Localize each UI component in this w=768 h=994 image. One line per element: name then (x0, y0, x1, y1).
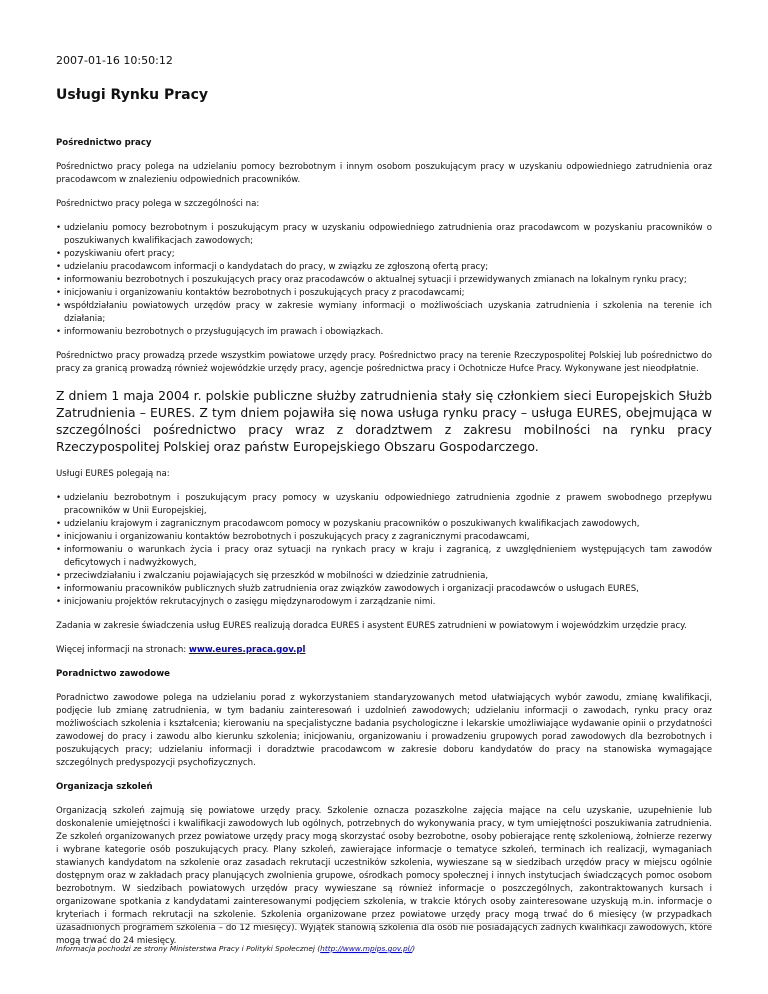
eures-announcement: Z dniem 1 maja 2004 r. polskie publiczne służby zatrudnienia stały się członkiem sieci Europejskich Służb Zatrudnienia – EURES. Z tym dniem pojawiła się nowa usługa rynku pracy – usługa EURES, obejmująca w szczególności pośrednictwo pracy wraz z doradztwem z zakresu mobilności na rynku pracy Rzeczypospolitej Polskiej oraz państw Europejskiego Obszaru Gospodarczego. (56, 388, 712, 454)
paragraph: Zadania w zakresie świadczenia usług EURES realizują doradca EURES i asystent EURES zatrudnieni w powiatowym i wojewódzkim urzędzie pracy. (56, 621, 687, 631)
eures-list (56, 492, 712, 609)
list-item: • przeciwdziałaniu i zwalczaniu pojawiających się przeszkód w mobilności w dziedzinie zatrudnienia, (64, 570, 712, 583)
paragraph: Pośrednictwo pracy polega na udzielaniu pomocy bezrobotnym i innym osobom poszukującym pracy w uzyskaniu odpowiedniego zatrudnienia oraz pracodawcom w znalezieniu odpowiednich pracowników. (56, 162, 712, 185)
list-item: • współdziałaniu powiatowych urzędów pracy w zakresie wymiany informacji o możliwościach uzyskania zatrudnienia i szkolenia na terenie ich działania; (64, 300, 712, 326)
paragraph: Pośrednictwo pracy prowadzą przede wszystkim powiatowe urzędy pracy. Pośrednictwo pracy na terenie Rzeczypospolitej Polskiej lub pośrednictwo do pracy za granicą prowadzą również wojewódzkie urzędy pracy, agencje pośrednictwa pracy i Ochotnicze Hufce Pracy. Wykonywane jest nieodpłatnie. (56, 351, 712, 374)
paragraph: Pośrednictwo pracy polega w szczególności na: (56, 199, 260, 209)
more-info-line (56, 644, 712, 657)
paragraph: Organizacją szkoleń zajmują się powiatowe urzędy pracy. Szkolenie oznacza pozaszkolne zajęcia mające na celu uzyskanie, uzupełnienie lub doskonalenie umiejętności i kwalifikacji zawodowych lub ogólnych, potrzebnych do wykonywania pracy, w tym umiejętności poszukiwania zatrudnienia. Ze szkoleń organizowanych przez powiatowe urzędy pracy mogą skorzystać osoby bezrobotne, osoby pobierające rentę szkoleniową, żołnierze rezerwy i wybrane kategorie osób poszukujących pracy. Plany szkoleń, zawierające informacje o tematyce szkoleń, terminach ich realizacji, wymaganiach stawianych kandydatom na szkolenie oraz zasadach rekrutacji uczestników szkolenia, wywieszane są w siedzibach urzędów pracy w miejscu ogólnie dostępnym oraz w zakładach pracy planujących zwolnienia grupowe, ośrodkach pomocy społecznej i innych instytucjach świadczących pomoc osobom bezrobotnym. W siedzibach powiatowych urzędów pracy wywieszane są również informacje o poszczególnych, zakontraktowanych kursach i organizowane spotkania z kandydatami zainteresowanymi podjęciem szkolenia, w trakcie których osoby zainteresowane uzyskują m.in. informacje o kryteriach i formach rekrutacji na szkolenie. Szkolenia organizowane przez powiatowe urzędy pracy mogą trwać do 6 miesięcy (w przypadkach uzasadnionych programem szkolenia – do 12 miesięcy). Wyjątek stanowią szkolenia dla osób nie posiadających żadnych kwalifikacji zawodowych, które mogą trwać do 24 miesięcy. (56, 806, 712, 946)
timestamp: 2007-01-16 10:50:12 (56, 54, 173, 67)
footer-prefix: Informacja pochodzi ze strony Ministerstwa Pracy i Polityki Społecznej ( (56, 944, 321, 953)
list-item: • inicjowaniu i organizowaniu kontaktów bezrobotnych i poszukujących pracy z pracodawcami; (64, 287, 712, 300)
paragraph: Poradnictwo zawodowe polega na udzielaniu porad z wykorzystaniem standaryzowanych metod ułatwiających wybór zawodu, zmianę kwalifikacji, podjęcie lub zmianę zatrudnienia, w tym badaniu zainteresowań i uzdolnień zawodowych; udzielaniu informacji o zawodach, rynku pracy oraz możliwościach szkolenia i kształcenia; kierowaniu na specjalistyczne badania psychologiczne i lekarskie umożliwiające wydawanie opinii o przydatności zawodowej do pracy i zawodu albo kierunku szkolenia; inicjowaniu, organizowaniu i prowadzeniu grupowych porad zawodowych dla bezrobotnych i poszukujących pracy; udzielaniu informacji i doradztwie pracodawcom w zakresie doboru kandydatów do pracy na stanowiska wymagające szczególnych predyspozycji psychofizycznych. (56, 693, 712, 768)
list-item: • udzielaniu krajowym i zagranicznym pracodawcom pomocy w pozyskaniu pracowników o poszukiwanych kwalifikacjach zawodowych, (64, 518, 712, 531)
ministry-link[interactable]: http://www.mpips.gov.pl/ (320, 944, 413, 953)
section-heading-posrednictwo: Pośrednictwo pracy (56, 138, 152, 148)
list-item: • informowaniu bezrobotnych i poszukujących pracy oraz pracodawców o aktualnej sytuacji i przewidywanych zmianach na lokalnym rynku pracy; (64, 274, 712, 287)
footer-suffix: ) (412, 944, 416, 953)
more-info-prefix: Więcej informacji na stronach: (56, 645, 189, 655)
footer-note (56, 944, 415, 953)
paragraph: Usługi EURES polegają na: (56, 469, 170, 479)
list-item: • informowaniu bezrobotnych o przysługujących im prawach i obowiązkach. (64, 326, 712, 339)
list-item: • inicjowaniu projektów rekrutacyjnych o zasięgu międzynarodowym i zarządzanie nimi. (64, 596, 712, 609)
list-item: • informowaniu pracowników publicznych służb zatrudnienia oraz związków zawodowych i organizacji pracodawców o usługach EURES, (64, 583, 712, 596)
eures-link[interactable]: www.eures.praca.gov.pl (188, 645, 306, 655)
list-item: • udzielaniu pomocy bezrobotnym i poszukującym pracy w uzyskaniu odpowiedniego zatrudnienia oraz pracodawcom w pozyskaniu pracowników o poszukiwanych kwalifikacjach zawodowych; (64, 222, 712, 248)
list-item: • inicjowaniu i organizowaniu kontaktów bezrobotnych i poszukujących pracy z zagranicznymi pracodawcami, (64, 531, 712, 544)
article-content (56, 137, 712, 959)
section-heading-poradnictwo: Poradnictwo zawodowe (56, 669, 170, 679)
list-item: • pozyskiwaniu ofert pracy; (64, 248, 712, 261)
section-heading-szkolenia: Organizacja szkoleń (56, 782, 153, 792)
footer-divider (56, 923, 712, 924)
list-item: • udzielaniu pracodawcom informacji o kandydatach do pracy, w związku ze zgłoszoną ofertą pracy; (64, 261, 712, 274)
posrednictwo-list (56, 222, 712, 339)
list-item: • udzielaniu bezrobotnym i poszukującym pracy pomocy w uzyskaniu odpowiedniego zatrudnienia zgodnie z prawem swobodnego przepływu pracowników w Unii Europejskiej, (64, 492, 712, 518)
list-item: • informowaniu o warunkach życia i pracy oraz sytuacji na rynkach pracy w kraju i zagranicą, z uwzględnieniem występujących tam zawodów deficytowych i nadwyżkowych, (64, 544, 712, 570)
page-title: Usługi Rynku Pracy (56, 87, 208, 103)
